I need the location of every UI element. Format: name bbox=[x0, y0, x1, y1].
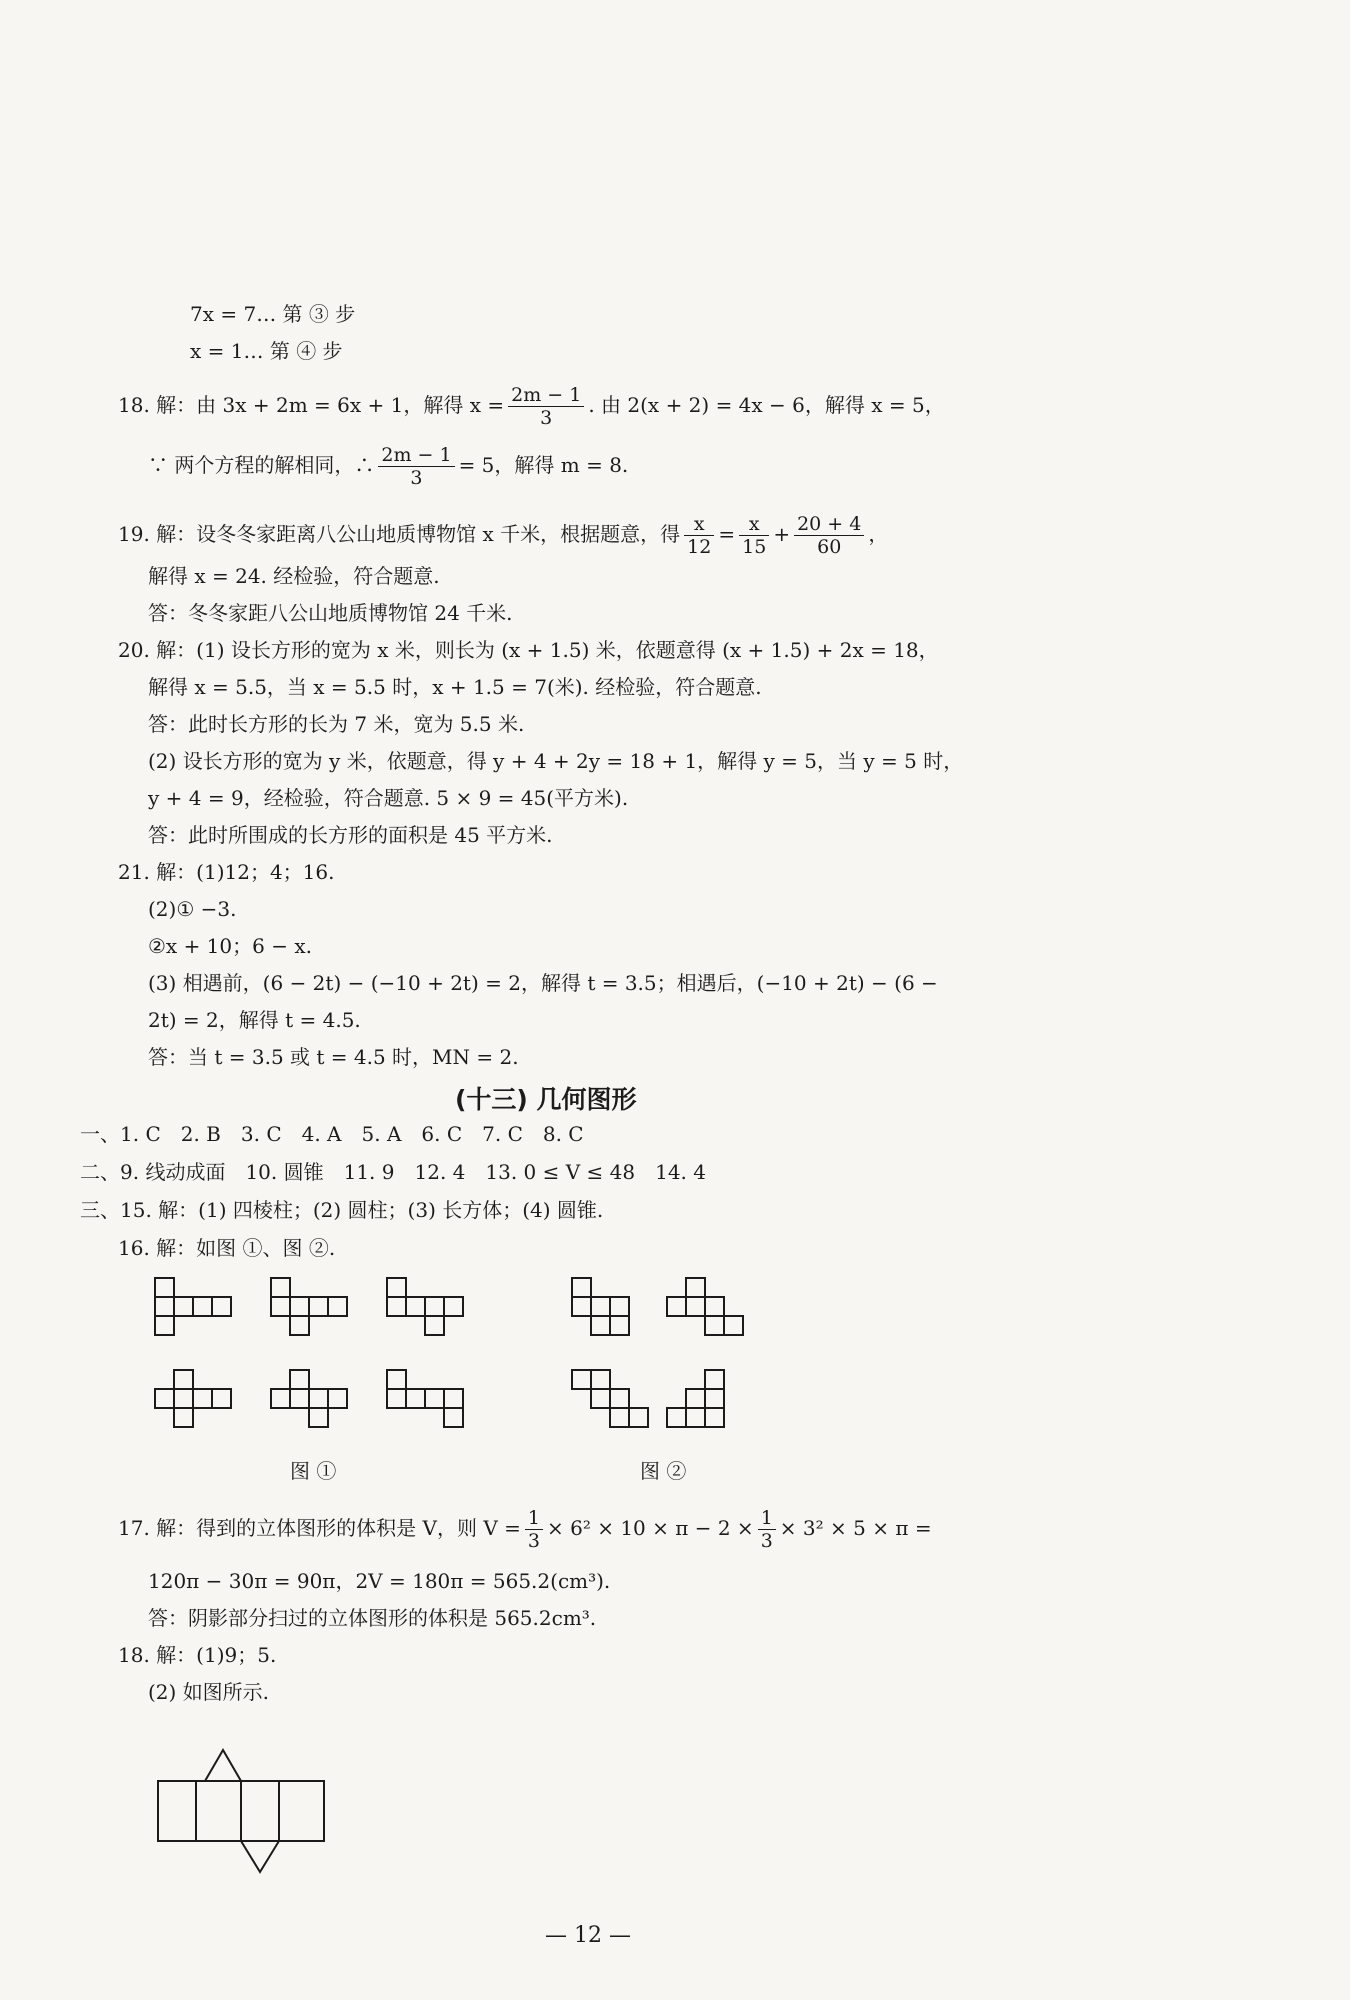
fraction: $\frac{1}{3}$ bbox=[525, 1507, 543, 1552]
page-number: — 12 — bbox=[545, 1923, 631, 1948]
equals-sign: = bbox=[718, 522, 736, 546]
prism-net-figure bbox=[158, 1728, 358, 1888]
problem-19-line-3: 答：冬冬家距八公山地质博物馆 24 千米. bbox=[148, 601, 513, 625]
figure-2-caption: 图 ② bbox=[640, 1459, 687, 1483]
fraction: $\frac{x}{12}$ bbox=[684, 513, 714, 558]
fraction: $\frac{2m - 1}{3}$ bbox=[378, 444, 454, 489]
section-1-answers: 一、1. C 2. B 3. C 4. A 5. A 6. C 7. C 8. C bbox=[80, 1122, 584, 1146]
section-3-problem-15: 三、15. 解：(1) 四棱柱；(2) 圆柱；(3) 长方体；(4) 圆锥. bbox=[80, 1198, 604, 1222]
problem-21-line-4: (3) 相遇前，(6 − 2t) − (−10 + 2t) = 2，解得 t = 3.5；相遇后，(−10 + 2t) − (6 − bbox=[148, 971, 938, 995]
problem-18-text-a: 18. 解：由 3x + 2m = 6x + 1，解得 x = bbox=[118, 393, 505, 417]
section-2-answers: 二、9. 线动成面 10. 圆锥 11. 9 12. 4 13. 0 ≤ V ≤ 48 14. 4 bbox=[80, 1160, 706, 1184]
problem-17-line-2: 120π − 30π = 90π，2V = 180π = 565.2(cm³). bbox=[148, 1569, 611, 1593]
problem-17-text-mid: × 6² × 10 × π − 2 × bbox=[546, 1516, 754, 1540]
step-4-line: x = 1… 第 ④ 步 bbox=[190, 339, 343, 363]
problem-19-text-a: 19. 解：设冬冬家距离八公山地质博物馆 x 千米，根据题意，得 bbox=[118, 522, 681, 546]
plus-sign: + bbox=[773, 522, 791, 546]
problem-21-line-1: 21. 解：(1)12；4；16. bbox=[118, 860, 335, 884]
fraction: $\frac{2m - 1}{3}$ bbox=[508, 384, 584, 429]
problem-17-line-3: 答：阴影部分扫过的立体图形的体积是 565.2cm³. bbox=[148, 1606, 597, 1630]
problem-17-line-1 bbox=[118, 1507, 932, 1552]
problem-17-text-end: × 3² × 5 × π = bbox=[779, 1516, 932, 1540]
figure-1-caption: 图 ① bbox=[290, 1459, 337, 1483]
net-1-3 bbox=[387, 1278, 463, 1335]
problem-20-line-6: 答：此时所围成的长方形的面积是 45 平方米. bbox=[148, 823, 553, 847]
problem-21-line-5: 2t) = 2，解得 t = 4.5. bbox=[148, 1008, 361, 1032]
problem-19-line-1 bbox=[118, 513, 888, 558]
problem-18s-line-1: 18. 解：(1)9；5. bbox=[118, 1643, 277, 1667]
problem-18-line-2 bbox=[148, 444, 628, 489]
step-3-line: 7x = 7… 第 ③ 步 bbox=[190, 302, 356, 326]
top-triangle bbox=[205, 1750, 241, 1781]
problem-18s-line-2: (2) 如图所示. bbox=[148, 1680, 270, 1704]
problem-20-line-5: y + 4 = 9，经检验，符合题意. 5 × 9 = 45(平方米). bbox=[148, 786, 629, 810]
problem-20-line-1: 20. 解：(1) 设长方形的宽为 x 米，则长为 (x + 1.5) 米，依题意得 (x + 1.5) + 2x = 18， bbox=[118, 638, 939, 662]
net-2-2 bbox=[667, 1278, 743, 1335]
net-1-6 bbox=[387, 1370, 463, 1427]
net-2-4 bbox=[667, 1370, 724, 1427]
problem-20-line-2: 解得 x = 5.5，当 x = 5.5 时，x + 1.5 = 7(米). 经检验，符合题意. bbox=[148, 675, 762, 699]
problem-18-text-b: . 由 2(x + 2) = 4x − 6，解得 x = 5， bbox=[588, 393, 945, 417]
problem-18-line-1 bbox=[118, 384, 945, 429]
problem-21-line-2: (2)① −3. bbox=[148, 897, 237, 921]
figure-1-cube-nets bbox=[155, 1278, 475, 1438]
problem-21-line-3: ②x + 10；6 − x. bbox=[148, 934, 312, 958]
bottom-triangle bbox=[241, 1841, 279, 1872]
fraction: $\frac{1}{3}$ bbox=[758, 1507, 776, 1552]
prism-face-4 bbox=[279, 1781, 324, 1841]
net-2-1 bbox=[572, 1278, 629, 1335]
problem-20-line-4: (2) 设长方形的宽为 y 米，依题意，得 y + 4 + 2y = 18 + 1，解得 y = 5，当 y = 5 时， bbox=[148, 749, 964, 773]
net-1-4 bbox=[155, 1370, 231, 1427]
problem-18-text-d: = 5，解得 m = 8. bbox=[458, 453, 629, 477]
problem-16-line: 16. 解：如图 ①、图 ②. bbox=[118, 1236, 336, 1260]
figure-2-cube-nets bbox=[572, 1278, 772, 1438]
prism-face-3 bbox=[241, 1781, 279, 1841]
problem-17-text-a: 17. 解：得到的立体图形的体积是 V，则 V = bbox=[118, 1516, 521, 1540]
prism-face-1 bbox=[158, 1781, 196, 1841]
fraction: $\frac{20 + 4}{60}$ bbox=[794, 513, 864, 558]
comma: ， bbox=[868, 522, 889, 546]
problem-20-line-3: 答：此时长方形的长为 7 米，宽为 5.5 米. bbox=[148, 712, 525, 736]
section-heading: (十三) 几何图形 bbox=[455, 1085, 637, 1114]
net-1-1 bbox=[155, 1278, 231, 1335]
problem-19-line-2: 解得 x = 24. 经检验，符合题意. bbox=[148, 564, 440, 588]
fraction: $\frac{x}{15}$ bbox=[739, 513, 769, 558]
net-1-5 bbox=[271, 1370, 347, 1427]
problem-21-line-6: 答：当 t = 3.5 或 t = 4.5 时，MN = 2. bbox=[148, 1045, 519, 1069]
net-2-3 bbox=[572, 1370, 648, 1427]
problem-18-text-c: ∵ 两个方程的解相同，∴ bbox=[148, 453, 375, 477]
prism-face-2 bbox=[196, 1781, 241, 1841]
net-1-2 bbox=[271, 1278, 347, 1335]
